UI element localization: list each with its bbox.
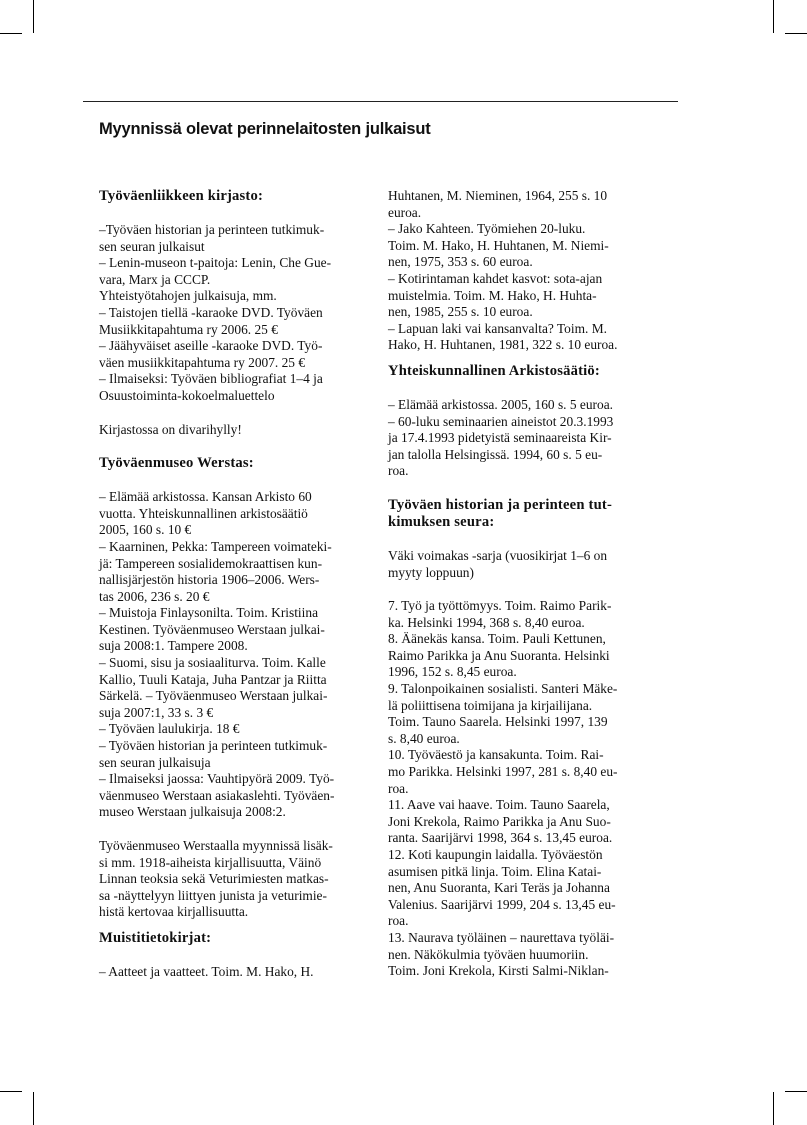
section-heading-research-society: Työväen historian ja perinteen tut- kimuksen seura: xyxy=(388,496,613,530)
header-rule xyxy=(83,101,678,102)
crop-mark xyxy=(773,1092,774,1125)
library-note: Kirjastossa on divarihylly! xyxy=(99,421,242,437)
page-title: Myynnissä olevat perinnelaitosten julkaisut xyxy=(99,120,431,138)
research-society-intro: Väki voimakas -sarja (vuosikirjat 1–6 on myyty loppuun) xyxy=(388,547,608,580)
museum-note: Työväenmuseo Werstaalla myynnissä lisäk- si mm. 1918-aiheista kirjallisuutta, Väinö Linnan teoksia sekä Veturimiesten matkas- sa -näyttelyyn liittyen junista ja veturimie- histä kertovaa kirjallisuutta. xyxy=(99,838,333,920)
crop-mark xyxy=(0,33,22,34)
crop-mark xyxy=(773,0,774,33)
library-items: –Työväen historian ja perinteen tutkimuk- sen seuran julkaisut – Lenin-museon t-paitoja: Lenin, Che Gue- vara, Marx ja CCCP. Yhteistyötahojen julkaisuja, mm. – Taistojen tiellä -karaoke DVD. Työväen Musiikkitapahtuma ry 2006. 25 € – Jäähyväiset aseille -karaoke DVD. Työ- väen musiikkitapahtuma ry 2007. 25 € – Ilmaiseksi: Työväen bibliografiat 1–4 ja Osuustoiminta-kokoelmaluettelo xyxy=(99,222,332,403)
crop-mark xyxy=(785,33,807,34)
crop-mark xyxy=(785,1091,807,1092)
section-heading-library: Työväenliikkeen kirjasto: xyxy=(99,188,264,204)
research-society-items: 7. Työ ja työttömyys. Toim. Raimo Parik- ka. Helsinki 1994, 368 s. 8,40 euroa. 8. Äänekäs kansa. Toim. Pauli Kettunen, Raimo Parikka ja Anu Suoranta. Helsinki 1996, 152 s. 8,45 euroa. 9. Talonpoikainen sosialisti. Santeri Mäke- lä poliittisena toimijana ja kirjailijana. Toim. Tauno Saarela. Helsinki 1997, 139 s. 8,40 euroa. 10. Työväestö ja kansakunta. Toim. Rai- mo Parikka. Helsinki 1997, 281 s. 8,40 eu- roa. 11. Aave vai haave. Toim. Tauno Saarela, Joni Krekola, Raimo Parikka ja Anu Suo- ranta. Saarijärvi 1998, 364 s. 13,45 euroa. 12. Koti kaupungin laidalla. Työväestön asumisen pitkä linja. Toim. Elina Katai- nen, Anu Suoranta, Kari Teräs ja Johanna Valenius. Saarijärvi 1999, 204 s. 13,45 eu- roa. 13. Naurava työläinen – naurettava työläi- nen. Näkökulmia työväen huumoriin. Toim. Joni Krekola, Kirsti Salmi-Niklan- xyxy=(388,598,618,979)
left-column xyxy=(99,188,371,981)
crop-mark xyxy=(0,1091,22,1092)
crop-mark xyxy=(33,0,34,33)
archive-foundation-items: – Elämää arkistossa. 2005, 160 s. 5 euroa. – 60-luku seminaarien aineistot 20.3.1993 ja 17.4.1993 pidetyistä seminaareista Kir- jan talolla Helsingissä. 1994, 60 s. 5 eu- roa. xyxy=(388,396,614,479)
memoirs-items-continued: Huhtanen, M. Nieminen, 1964, 255 s. 10 euroa. – Jako Kahteen. Työmiehen 20-luku. Toim. M. Hako, H. Huhtanen, M. Niemi- nen, 1975, 353 s. 60 euroa. – Kotirintaman kahdet kasvot: sota-ajan muistelmia. Toim. M. Hako, H. Huhta- nen, 1985, 255 s. 10 euroa. – Lapuan laki vai kansanvalta? Toim. M. Hako, H. Huhtanen, 1981, 322 s. 10 euroa. xyxy=(388,188,618,353)
section-heading-museum: Työväenmuseo Werstas: xyxy=(99,455,254,472)
museum-items: – Elämää arkistossa. Kansan Arkisto 60 vuotta. Yhteiskunnallinen arkistosäätiö 2005, 160 s. 10 € – Kaarninen, Pekka: Tampereen voimateki- jä: Tampereen sosialidemokraattisen kun- nallisjärjestön historia 1906–2006. Wers- tas 2006, 236 s. 20 € – Muistoja Finlaysonilta. Toim. Kristiina Kestinen. Työväenmuseo Werstaan julkai- suja 2008:1. Tampere 2008. – Suomi, sisu ja sosiaaliturva. Toim. Kalle Kallio, Tuuli Kataja, Juha Pantzar ja Riitta Särkelä. – Työväenmuseo Werstaan julkai- suja 2007:1, 33 s. 3 € – Työväen laulukirja. 18 € – Työväen historian ja perinteen tutkimuk- sen seuran julkaisuja – Ilmaiseksi jaossa: Vauhtipyörä 2009. Työ- väenmuseo Werstaan asiakaslehti. Työväen- museo Werstaan julkaisuja 2008:2. xyxy=(99,489,335,820)
section-heading-archive-foundation: Yhteiskunnallinen Arkistosäätiö: xyxy=(388,362,600,379)
section-heading-memoirs: Muistitietokirjat: xyxy=(99,929,212,946)
right-column xyxy=(388,188,660,980)
memoirs-items: – Aatteet ja vaatteet. Toim. M. Hako, H. xyxy=(99,963,314,979)
crop-mark xyxy=(33,1092,34,1125)
